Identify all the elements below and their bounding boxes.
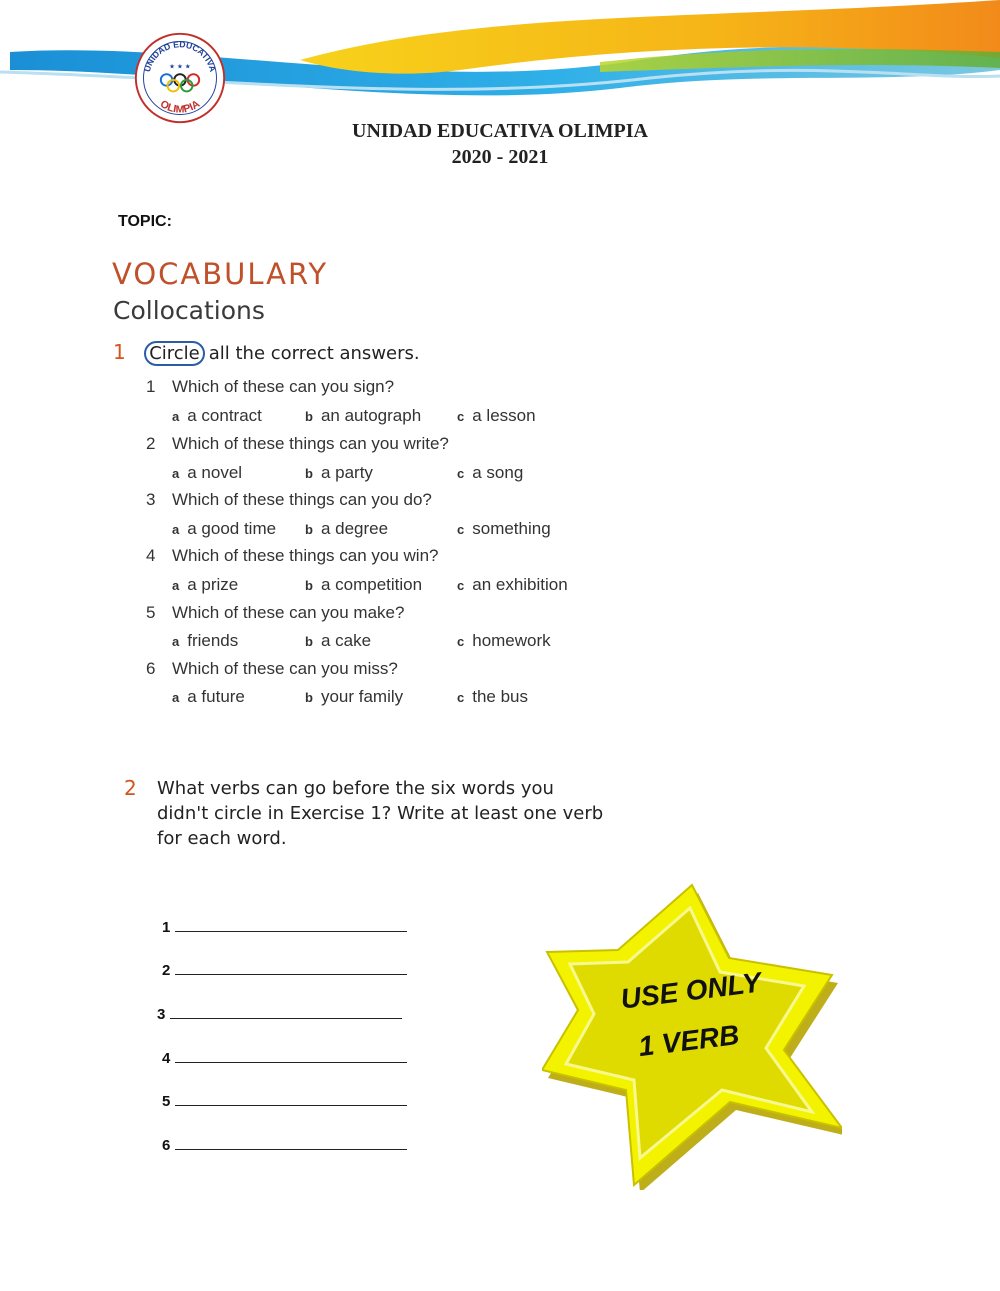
answers-2	[172, 463, 612, 487]
question-text: Which of these things can you write?	[172, 434, 449, 453]
option-b[interactable]: b an autograph	[305, 406, 422, 425]
answers-3	[172, 519, 612, 543]
question-text: Which of these things can you do?	[172, 490, 432, 509]
question-5: 5 Which of these can you make?	[146, 603, 405, 622]
question-1: 1 Which of these can you sign?	[146, 377, 395, 396]
answer-blank-3[interactable]: 3	[157, 1002, 402, 1023]
question-4: 4 Which of these things can you win?	[146, 546, 439, 565]
answers-5	[172, 631, 612, 655]
answer-blank-5[interactable]: 5	[162, 1089, 407, 1110]
section-subtitle: Collocations	[113, 296, 265, 325]
exercise-1-instruction	[113, 340, 420, 366]
option-c[interactable]: c homework	[457, 631, 551, 650]
question-text: Which of these can you miss?	[172, 659, 398, 678]
star-text-line2: 1 VERB	[636, 1019, 741, 1063]
exercise-2-instruction: What verbs can go before the six words you didn't circle in Exercise 1? Write at least one verb for each word.	[157, 778, 604, 849]
option-a[interactable]: a a future	[172, 687, 245, 706]
star-text-line1: USE ONLY	[618, 966, 763, 1015]
instruction-text: all the correct answers.	[208, 343, 420, 364]
school-name: UNIDAD EDUCATIVA OLIMPIA	[352, 120, 648, 142]
option-b[interactable]: b a degree	[305, 519, 389, 538]
option-b[interactable]: b a cake	[305, 631, 372, 650]
option-c[interactable]: c an exhibition	[457, 575, 568, 594]
option-b[interactable]: b a competition	[305, 575, 423, 594]
svg-text:OLIMPIA: OLIMPIA	[157, 97, 203, 116]
topic-label: TOPIC:	[118, 213, 172, 230]
answer-blank-4[interactable]: 4	[162, 1046, 407, 1067]
answer-blank-2[interactable]: 2	[162, 958, 407, 979]
svg-text:★ ★ ★: ★ ★ ★	[169, 63, 191, 71]
question-2: 2 Which of these things can you write?	[146, 434, 449, 453]
exercise-1-number: 1	[113, 340, 126, 364]
star-note	[542, 880, 842, 1190]
question-3: 3 Which of these things can you do?	[146, 490, 432, 509]
svg-text:UNIDAD EDUCATIVA: UNIDAD EDUCATIVA	[141, 39, 219, 73]
circle-word: Circle	[144, 341, 205, 366]
option-a[interactable]: a a prize	[172, 575, 239, 594]
option-b[interactable]: b a party	[305, 463, 373, 482]
school-logo	[132, 30, 228, 126]
answers-6	[172, 687, 612, 711]
option-c[interactable]: c something	[457, 519, 551, 538]
answers-4	[172, 575, 612, 599]
question-text: Which of these things can you win?	[172, 546, 439, 565]
section-title: VOCABULARY	[112, 257, 329, 291]
option-c[interactable]: c the bus	[457, 687, 528, 706]
answer-blank-1[interactable]: 1	[162, 915, 407, 936]
exercise-2-number: 2	[124, 776, 137, 800]
question-text: Which of these can you sign?	[172, 377, 395, 396]
option-a[interactable]: a friends	[172, 631, 239, 650]
answers-1	[172, 406, 612, 430]
option-c[interactable]: c a lesson	[457, 406, 536, 425]
option-c[interactable]: c a song	[457, 463, 524, 482]
option-a[interactable]: a a novel	[172, 463, 243, 482]
option-b[interactable]: b your family	[305, 687, 404, 706]
answer-blank-6[interactable]: 6	[162, 1133, 407, 1154]
question-text: Which of these can you make?	[172, 603, 405, 622]
option-a[interactable]: a a contract	[172, 406, 262, 425]
question-6: 6 Which of these can you miss?	[146, 659, 398, 678]
option-a[interactable]: a a good time	[172, 519, 277, 538]
school-year: 2020 - 2021	[451, 146, 549, 168]
